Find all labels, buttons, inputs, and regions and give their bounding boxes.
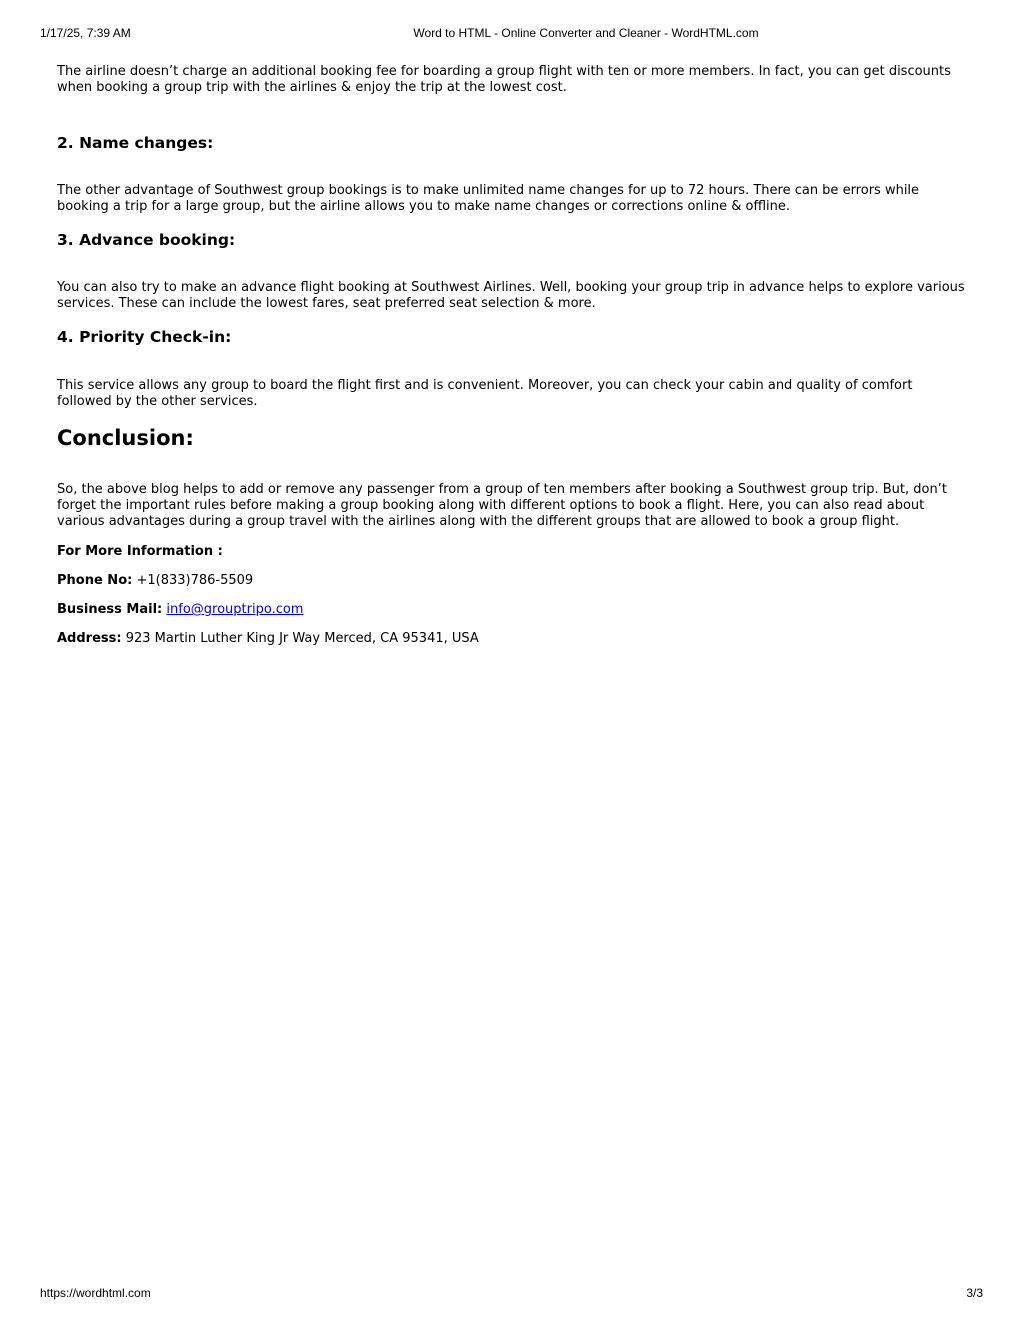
phone-line — [57, 573, 967, 589]
conclusion-body: So, the above blog helps to add or remove any passenger from a group of ten members after booking a Southwest group trip. But, don’t forget the important rules before making a group booking along with different options to book a flight. Here, you can also read about various advantages during a group travel with the airlines along with the different groups that are allowed to book a group flight. — [57, 482, 947, 529]
print-footer — [0, 1286, 1024, 1302]
phone-value: +1(833)786-5509 — [136, 573, 254, 588]
section-body-priority-checkin: This service allows any group to board the flight first and is convenient. Moreover, you can check your cabin and quality of comfort followed by the other services. — [57, 378, 913, 409]
mail-link[interactable]: info@grouptripo.com — [166, 602, 304, 617]
print-url: https://wordhtml.com — [40, 1286, 151, 1300]
print-datetime: 1/17/25, 7:39 AM — [40, 26, 131, 40]
section-heading-advance-booking: 3. Advance booking: — [57, 231, 236, 249]
section-body-advance-booking: You can also try to make an advance flight booking at Southwest Airlines. Well, booking your group trip in advance helps to explore various services. These can include the lowest fares, seat preferred seat selection & more. — [57, 280, 965, 311]
mail-label: Business Mail: — [57, 602, 163, 617]
mail-line — [57, 602, 967, 618]
address-label: Address: — [57, 631, 122, 646]
section-heading-priority-checkin: 4. Priority Check-in: — [57, 328, 232, 346]
more-info-line — [57, 544, 967, 560]
more-info-label: For More Information : — [57, 544, 223, 559]
address-line — [57, 631, 967, 647]
intro-paragraph: The airline doesn’t charge an additional booking fee for boarding a group flight with ten or more members. In fact, you can get discounts when booking a group trip with the airlines & enjoy the trip at the lowest cost. — [57, 64, 951, 95]
section-body-name-changes: The other advantage of Southwest group bookings is to make unlimited name changes for up to 72 hours. There can be errors while booking a trip for a large group, but the airline allows you to make name changes or corrections online & offline. — [57, 183, 920, 214]
print-page-number: 3/3 — [966, 1286, 983, 1300]
conclusion-heading: Conclusion: — [57, 426, 194, 450]
section-heading-name-changes: 2. Name changes: — [57, 134, 214, 152]
address-value: 923 Martin Luther King Jr Way Merced, CA 95341, USA — [125, 631, 479, 646]
print-header — [0, 26, 1024, 42]
print-page-title: Word to HTML - Online Converter and Cleaner - WordHTML.com — [413, 26, 759, 40]
article-content — [57, 64, 967, 647]
phone-label: Phone No: — [57, 573, 133, 588]
